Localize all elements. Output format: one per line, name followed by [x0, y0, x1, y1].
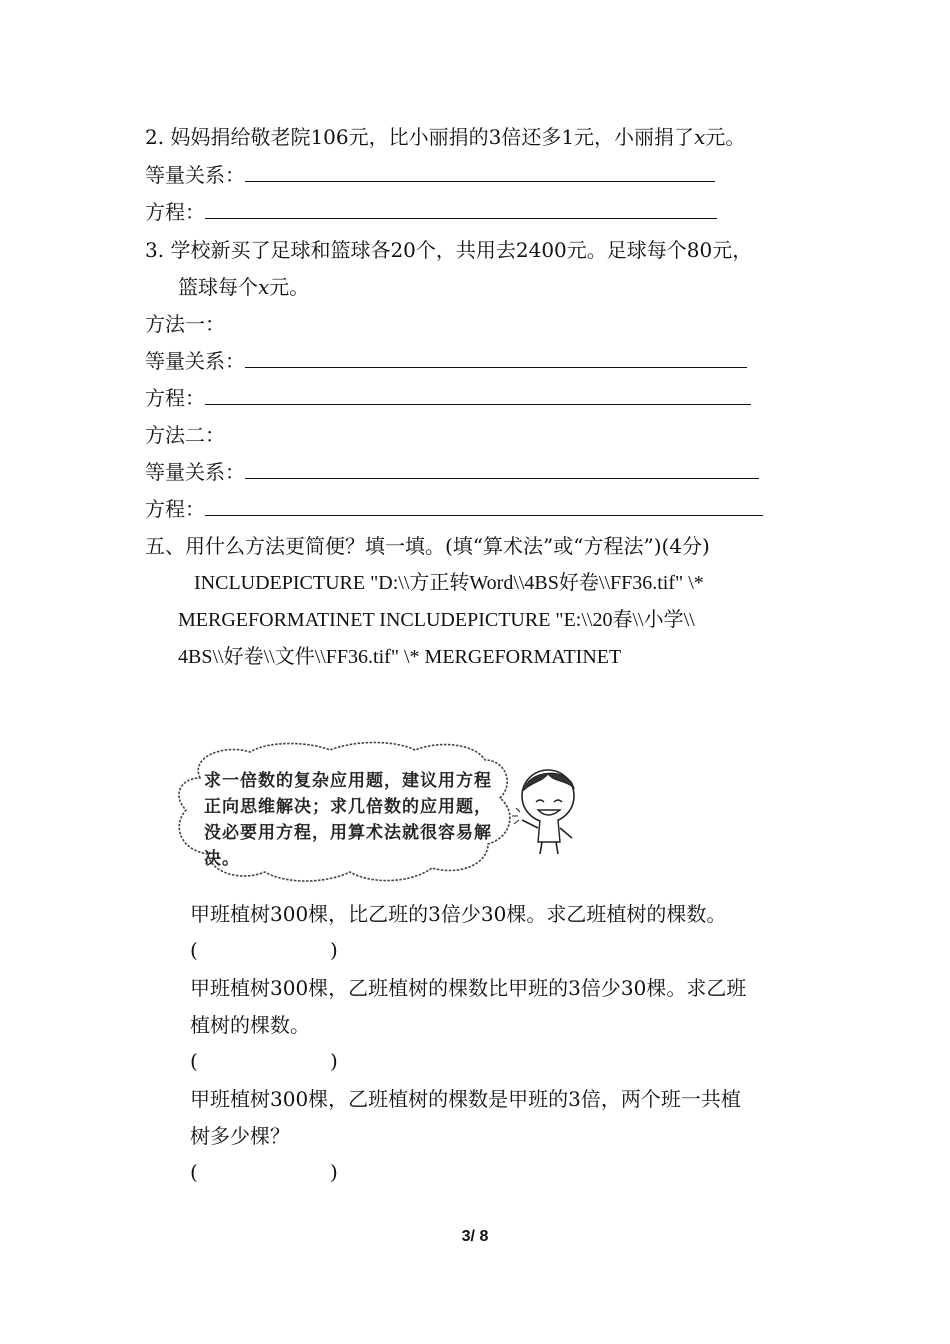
- problem-2-line-1: 甲班植树300棵，乙班植树的棵数比甲班的3倍少30棵。求乙班: [190, 976, 747, 1000]
- q2-equation-row: [145, 199, 717, 225]
- q3-m2-equation-blank[interactable]: [205, 497, 763, 516]
- q3-method1-label: 方法一：: [145, 312, 225, 336]
- q2-text: [145, 124, 745, 150]
- q2-variable-x: x: [694, 125, 706, 149]
- q3-m1-relation-row: [145, 348, 747, 374]
- q2-text-end: 元。: [705, 125, 746, 149]
- q2-equation-label: 方程：: [145, 200, 205, 224]
- q3-m1-relation-blank[interactable]: [245, 349, 747, 368]
- problem-2-line-2: 植树的棵数。: [190, 1013, 310, 1037]
- q3-m2-relation-blank[interactable]: [245, 460, 759, 479]
- q3-line2-end: 元。: [269, 275, 310, 299]
- cartoon-boy-icon: [510, 758, 590, 858]
- tip-bubble: [170, 738, 590, 886]
- problem-3-answer-slot[interactable]: [202, 1162, 322, 1180]
- q2-relation-row: [145, 162, 715, 188]
- problem-1-answer-slot[interactable]: [202, 940, 322, 958]
- problem-3-line-2: 树多少棵？: [190, 1124, 290, 1148]
- section5-title: 五、用什么方法更简便？填一填。(填“算术法”或“方程法”)(4分): [145, 534, 710, 558]
- field-code-line-3: 4BS\\好卷\\文件\\FF36.tif" \* MERGEFORMATINET: [178, 646, 622, 668]
- problem-1-paren-open: (: [190, 938, 198, 962]
- q3-m1-equation-label: 方程：: [145, 386, 205, 410]
- field-code-line-1: INCLUDEPICTURE "D:\\方正转Word\\4BS好卷\\FF36.tif" \*: [194, 572, 704, 594]
- q3-line2: [178, 274, 309, 300]
- problem-3-paren-open: (: [190, 1160, 198, 1184]
- q2-relation-label: 等量关系：: [145, 163, 245, 187]
- q3-m2-equation-label: 方程：: [145, 497, 205, 521]
- problem-2-answer-slot[interactable]: [202, 1051, 322, 1069]
- q3-line2-part: 篮球每个: [178, 275, 258, 299]
- problem-2-paren-close: ): [330, 1049, 338, 1073]
- q3-variable-x: x: [258, 275, 270, 299]
- problem-3-paren-close: ): [330, 1160, 338, 1184]
- q3-line1: 3. 学校新买了足球和篮球各20个，共用去2400元。足球每个80元，: [145, 238, 753, 262]
- q3-m2-relation-label: 等量关系：: [145, 460, 245, 484]
- page-number: 3/ 8: [461, 1228, 489, 1245]
- q3-m1-relation-label: 等量关系：: [145, 349, 245, 373]
- q3-m1-equation-blank[interactable]: [205, 386, 751, 405]
- problem-2-paren-open: (: [190, 1049, 198, 1073]
- problem-1-text: 甲班植树300棵，比乙班的3倍少30棵。求乙班植树的棵数。: [190, 902, 727, 926]
- q3-m2-relation-row: [145, 459, 759, 485]
- problem-1-paren-close: ): [330, 938, 338, 962]
- tip-text: 求一倍数的复杂应用题，建议用方程正向思维解决；求几倍数的应用题，没必要用方程，用算术法就很容易解决。: [204, 771, 492, 869]
- q2-equation-blank[interactable]: [205, 200, 717, 219]
- q3-m1-equation-row: [145, 385, 751, 411]
- problem-3-line-1: 甲班植树300棵，乙班植树的棵数是甲班的3倍，两个班一共植: [190, 1087, 741, 1111]
- q3-method2-label: 方法二：: [145, 423, 225, 447]
- q2-relation-blank[interactable]: [245, 163, 715, 182]
- field-code-line-2: MERGEFORMATINET INCLUDEPICTURE "E:\\20春\\小学\\: [178, 609, 695, 631]
- q3-m2-equation-row: [145, 496, 763, 522]
- q2-text-part: 2. 妈妈捐给敬老院106元，比小丽捐的3倍还多1元，小丽捐了: [145, 125, 695, 149]
